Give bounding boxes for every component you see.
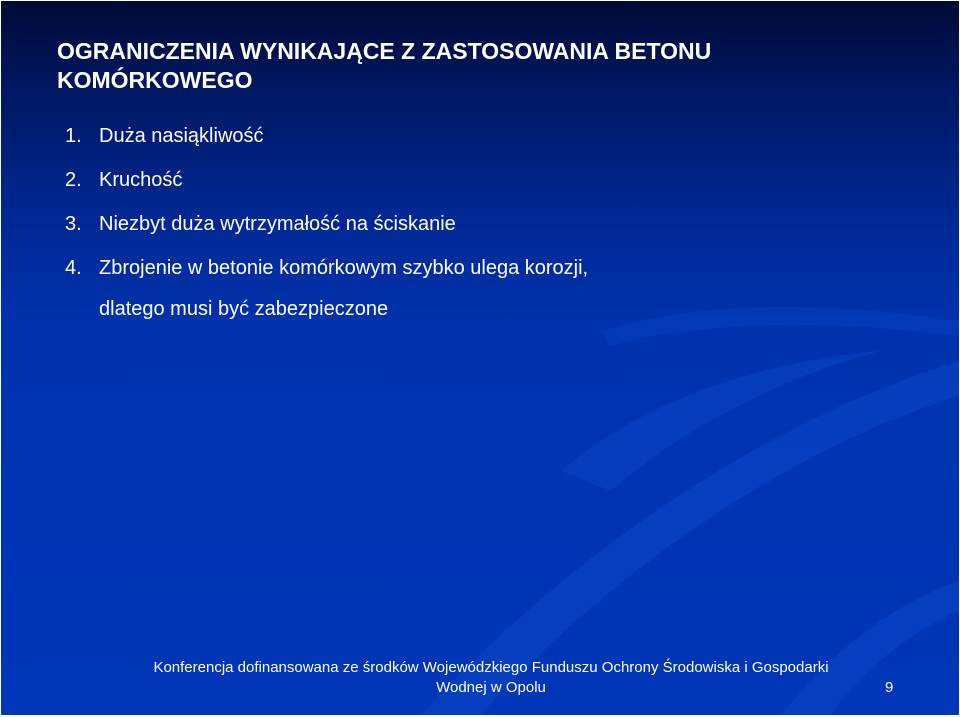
list-item-text: Duża nasiąkliwość bbox=[99, 125, 264, 147]
list-item-text-continuation: dlatego musi być zabezpieczone bbox=[99, 298, 389, 320]
footer-line: Wodnej w Opolu bbox=[436, 679, 546, 696]
list-item-number: 3. bbox=[65, 213, 82, 235]
list-item-text: Zbrojenie w betonie komórkowym szybko ulega korozji, bbox=[99, 257, 589, 279]
background-swoosh-decoration bbox=[1, 1, 959, 715]
list-item bbox=[65, 125, 588, 148]
slide-title bbox=[57, 37, 917, 95]
list-item-number: 4. bbox=[65, 257, 82, 279]
page-number: 9 bbox=[885, 679, 894, 696]
slide-title-line: OGRANICZENIA WYNIKAJĄCE Z ZASTOSOWANIA BETONU bbox=[57, 38, 712, 64]
slide-title-line: KOMÓRKOWEGO bbox=[57, 67, 253, 93]
list-item-text: Niezbyt duża wytrzymałość na ściskanie bbox=[99, 213, 456, 235]
list-item bbox=[65, 213, 588, 236]
list-item bbox=[65, 257, 588, 321]
list-item-number: 2. bbox=[65, 169, 82, 191]
list-item-text: Kruchość bbox=[99, 169, 183, 191]
list-item-number: 1. bbox=[65, 125, 82, 147]
limitations-list bbox=[65, 125, 588, 342]
list-item bbox=[65, 169, 588, 192]
slide-footer bbox=[121, 658, 861, 698]
slide bbox=[1, 1, 959, 715]
footer-line: Konferencja dofinansowana ze środków Wojewódzkiego Funduszu Ochrony Środowiska i Gospodarki bbox=[153, 659, 829, 676]
